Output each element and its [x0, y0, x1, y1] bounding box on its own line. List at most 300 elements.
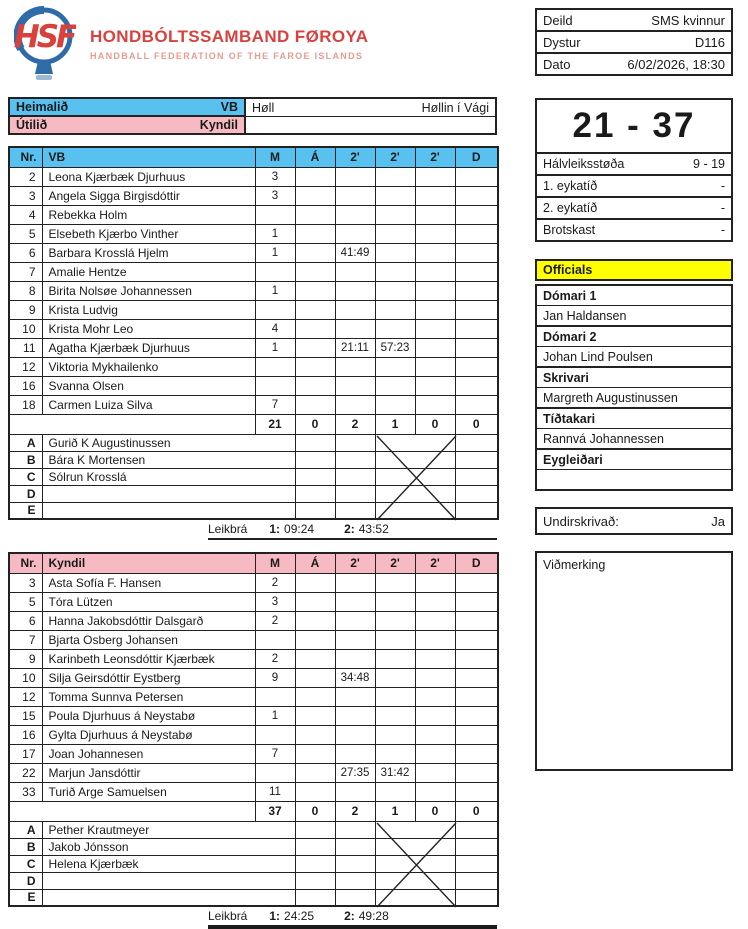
- player-susp-1: [335, 687, 375, 706]
- total-warn: 0: [295, 414, 335, 434]
- player-susp-3: [415, 376, 455, 395]
- official-cell-d: [455, 872, 498, 889]
- team-official-row: [9, 502, 498, 519]
- leikbra-half2-label: 2:: [344, 909, 355, 923]
- official-name: Bára K Mortensen: [42, 451, 295, 468]
- col-header-a: Á: [295, 147, 335, 167]
- official-cell-a: [295, 821, 335, 838]
- player-name: Rebekka Holm: [42, 205, 255, 224]
- player-susp-2: 57:23: [375, 338, 415, 357]
- player-goals: 11: [255, 782, 295, 801]
- player-goals: 1: [255, 338, 295, 357]
- official-crossed-cell: [375, 468, 455, 485]
- player-warning: [295, 167, 335, 186]
- team-official-row: [9, 872, 498, 889]
- player-susp-3: [415, 281, 455, 300]
- official-cell-p1: [335, 485, 375, 502]
- team-official-row: [9, 889, 498, 906]
- player-row: [9, 395, 498, 414]
- official-crossed-cell: [375, 451, 455, 468]
- total-goals: 21: [255, 414, 295, 434]
- player-warning: [295, 300, 335, 319]
- player-name: Turið Arge Samuelsen: [42, 782, 255, 801]
- player-susp-2: [375, 186, 415, 205]
- player-goals: [255, 725, 295, 744]
- player-warning: [295, 668, 335, 687]
- signature-value: Ja: [711, 513, 725, 529]
- player-susp-2: [375, 376, 415, 395]
- player-row: [9, 763, 498, 782]
- official-person: Margreth Augustinussen: [543, 390, 678, 405]
- player-dq: [455, 649, 498, 668]
- match-info-box: [535, 8, 733, 76]
- player-goals: 3: [255, 186, 295, 205]
- signature-label: Undirskrivað:: [543, 513, 619, 529]
- col-header-2c: 2': [415, 553, 455, 573]
- player-row: [9, 592, 498, 611]
- official-cell-p1: [335, 855, 375, 872]
- player-susp-2: [375, 243, 415, 262]
- player-goals: 1: [255, 243, 295, 262]
- official-letter: A: [9, 434, 42, 451]
- totals-spacer: [9, 801, 255, 821]
- player-warning: [295, 706, 335, 725]
- official-name: [42, 485, 295, 502]
- col-header-a: Á: [295, 553, 335, 573]
- player-number: 9: [9, 649, 42, 668]
- official-entry: [535, 366, 733, 409]
- score-detail-value: 9 - 19: [693, 157, 725, 171]
- player-row: [9, 357, 498, 376]
- match-info-row: [537, 30, 731, 52]
- official-letter: D: [9, 872, 42, 889]
- player-goals: [255, 357, 295, 376]
- hall-label: Høll: [252, 100, 275, 115]
- player-row: [9, 281, 498, 300]
- player-goals: [255, 300, 295, 319]
- player-warning: [295, 649, 335, 668]
- score-detail-label: 2. eykatíð: [543, 201, 598, 215]
- col-header-team: Kyndil: [42, 553, 255, 573]
- player-susp-3: [415, 319, 455, 338]
- home-table-wrap: [8, 146, 497, 520]
- official-letter: C: [9, 468, 42, 485]
- leikbra-half2-time: 43:52: [358, 522, 389, 536]
- officials-panel: [535, 284, 733, 491]
- player-number: 17: [9, 744, 42, 763]
- home-team-row: [8, 97, 246, 117]
- player-dq: [455, 763, 498, 782]
- player-number: 3: [9, 573, 42, 592]
- player-susp-3: [415, 205, 455, 224]
- player-susp-3: [415, 573, 455, 592]
- score-detail-label: 1. eykatíð: [543, 179, 598, 193]
- leikbra-half1-time: 09:24: [284, 522, 315, 536]
- official-cell-a: [295, 838, 335, 855]
- score-detail-row: [537, 218, 731, 240]
- player-name: Marjun Jansdóttir: [42, 763, 255, 782]
- player-susp-1: [335, 319, 375, 338]
- player-susp-3: [415, 262, 455, 281]
- player-dq: [455, 573, 498, 592]
- official-crossed-cell: [375, 855, 455, 872]
- player-susp-1: [335, 395, 375, 414]
- official-name: [42, 502, 295, 519]
- total-goals: 37: [255, 801, 295, 821]
- away-team-name: Kyndil: [199, 118, 238, 132]
- player-warning: [295, 573, 335, 592]
- player-warning: [295, 782, 335, 801]
- player-number: 16: [9, 725, 42, 744]
- player-row: [9, 205, 498, 224]
- hsf-logo-icon: [14, 6, 76, 82]
- player-row: [9, 243, 498, 262]
- player-row: [9, 706, 498, 725]
- player-goals: 2: [255, 573, 295, 592]
- player-goals: [255, 262, 295, 281]
- final-score: 21 - 37: [572, 106, 696, 145]
- remarks-box: [535, 551, 733, 771]
- player-goals: 1: [255, 224, 295, 243]
- right-column: [535, 8, 733, 771]
- total-susp-1: 2: [335, 801, 375, 821]
- player-dq: [455, 725, 498, 744]
- player-number: 12: [9, 687, 42, 706]
- player-number: 15: [9, 706, 42, 725]
- player-row: [9, 630, 498, 649]
- official-cell-a: [295, 451, 335, 468]
- player-name: Tóra Lützen: [42, 592, 255, 611]
- player-row: [9, 376, 498, 395]
- left-column: [8, 97, 497, 929]
- player-susp-3: [415, 744, 455, 763]
- player-dq: [455, 744, 498, 763]
- player-warning: [295, 630, 335, 649]
- away-leikbra-row: [208, 909, 497, 929]
- official-role: Dómari 1: [537, 286, 731, 306]
- player-warning: [295, 611, 335, 630]
- player-goals: 2: [255, 649, 295, 668]
- total-susp-3: 0: [415, 414, 455, 434]
- player-number: 7: [9, 262, 42, 281]
- team-official-row: [9, 451, 498, 468]
- player-dq: [455, 630, 498, 649]
- player-name: Silja Geirsdóttir Eystberg: [42, 668, 255, 687]
- player-susp-1: 21:11: [335, 338, 375, 357]
- player-susp-2: [375, 357, 415, 376]
- player-number: 2: [9, 167, 42, 186]
- player-number: 18: [9, 395, 42, 414]
- player-dq: [455, 281, 498, 300]
- col-header-2c: 2': [415, 147, 455, 167]
- player-susp-3: [415, 706, 455, 725]
- player-susp-3: [415, 338, 455, 357]
- home-team-table: [8, 146, 499, 520]
- team-official-row: [9, 838, 498, 855]
- player-goals: 1: [255, 706, 295, 725]
- player-goals: 2: [255, 611, 295, 630]
- player-susp-1: [335, 205, 375, 224]
- col-header-2b: 2': [375, 553, 415, 573]
- hall-box: [244, 97, 497, 135]
- official-person: Jan Haldansen: [543, 308, 627, 323]
- official-name: Helena Kjærbæk: [42, 855, 295, 872]
- official-name: Jakob Jónsson: [42, 838, 295, 855]
- leikbra-half2-label: 2:: [344, 522, 355, 536]
- official-name: [42, 872, 295, 889]
- official-entry: [535, 284, 733, 327]
- player-row: [9, 744, 498, 763]
- player-susp-3: [415, 649, 455, 668]
- player-susp-1: [335, 300, 375, 319]
- player-goals: [255, 376, 295, 395]
- player-warning: [295, 224, 335, 243]
- player-goals: [255, 687, 295, 706]
- player-warning: [295, 186, 335, 205]
- score-detail-label: Brotskast: [543, 223, 596, 237]
- col-header-nr: Nr.: [9, 147, 42, 167]
- official-name: [42, 889, 295, 906]
- player-number: 33: [9, 782, 42, 801]
- official-cell-a: [295, 502, 335, 519]
- player-susp-1: [335, 592, 375, 611]
- player-susp-3: [415, 668, 455, 687]
- player-susp-3: [415, 687, 455, 706]
- player-dq: [455, 592, 498, 611]
- official-cell-d: [455, 889, 498, 906]
- leikbra-half1-label: 1:: [269, 909, 281, 923]
- player-warning: [295, 725, 335, 744]
- official-letter: D: [9, 485, 42, 502]
- official-crossed-cell: [375, 434, 455, 451]
- player-row: [9, 338, 498, 357]
- total-dq: 0: [455, 801, 498, 821]
- col-header-team: VB: [42, 147, 255, 167]
- official-cell-p1: [335, 434, 375, 451]
- leikbra-label: Leikbrá: [208, 909, 248, 923]
- player-goals: [255, 763, 295, 782]
- player-susp-2: [375, 573, 415, 592]
- official-person: Johan Lind Poulsen: [543, 349, 653, 364]
- teams-block: [8, 97, 497, 135]
- player-susp-1: [335, 649, 375, 668]
- player-susp-2: [375, 167, 415, 186]
- official-cell-a: [295, 485, 335, 502]
- home-team-name: VB: [220, 100, 238, 114]
- player-warning: [295, 763, 335, 782]
- player-dq: [455, 395, 498, 414]
- official-name: Pether Krautmeyer: [42, 821, 295, 838]
- team-official-row: [9, 434, 498, 451]
- player-susp-3: [415, 630, 455, 649]
- player-susp-3: [415, 782, 455, 801]
- official-cell-p1: [335, 872, 375, 889]
- player-susp-1: [335, 224, 375, 243]
- official-entry: [535, 325, 733, 368]
- player-goals: [255, 630, 295, 649]
- official-cell-a: [295, 434, 335, 451]
- total-dq: 0: [455, 414, 498, 434]
- player-susp-3: [415, 300, 455, 319]
- player-name: Bjarta Osberg Johansen: [42, 630, 255, 649]
- official-letter: C: [9, 855, 42, 872]
- federation-name: HONDBÓLTSSAMBAND FØROYA: [90, 27, 369, 46]
- info-label: Dystur: [543, 34, 581, 50]
- player-dq: [455, 782, 498, 801]
- player-name: Angela Sigga Birgisdóttir: [42, 186, 255, 205]
- player-susp-2: [375, 630, 415, 649]
- home-totals-row: [9, 414, 498, 434]
- player-goals: 3: [255, 592, 295, 611]
- official-cell-d: [455, 434, 498, 451]
- official-crossed-cell: [375, 838, 455, 855]
- away-totals-row: [9, 801, 498, 821]
- player-row: [9, 687, 498, 706]
- official-person: [537, 470, 731, 489]
- player-susp-2: [375, 262, 415, 281]
- player-name: Agatha Kjærbæk Djurhuus: [42, 338, 255, 357]
- player-number: 10: [9, 319, 42, 338]
- info-value: D116: [694, 34, 725, 50]
- official-cell-d: [455, 485, 498, 502]
- official-crossed-cell: [375, 485, 455, 502]
- official-cell-a: [295, 889, 335, 906]
- player-name: Svanna Olsen: [42, 376, 255, 395]
- player-row: [9, 725, 498, 744]
- player-number: 5: [9, 592, 42, 611]
- player-dq: [455, 167, 498, 186]
- remarks-label: Viðmerking: [543, 558, 606, 572]
- player-susp-3: [415, 395, 455, 414]
- official-crossed-cell: [375, 889, 455, 906]
- player-susp-3: [415, 186, 455, 205]
- player-number: 8: [9, 281, 42, 300]
- total-susp-1: 2: [335, 414, 375, 434]
- player-dq: [455, 243, 498, 262]
- player-warning: [295, 319, 335, 338]
- player-goals: 3: [255, 167, 295, 186]
- player-dq: [455, 186, 498, 205]
- player-number: 11: [9, 338, 42, 357]
- player-name: Carmen Luiza Silva: [42, 395, 255, 414]
- official-letter: E: [9, 502, 42, 519]
- player-warning: [295, 744, 335, 763]
- player-row: [9, 649, 498, 668]
- player-susp-1: 34:48: [335, 668, 375, 687]
- player-number: 3: [9, 186, 42, 205]
- player-susp-2: [375, 319, 415, 338]
- player-row: [9, 167, 498, 186]
- player-susp-1: [335, 167, 375, 186]
- player-number: 4: [9, 205, 42, 224]
- official-cell-p1: [335, 838, 375, 855]
- player-name: Karinbeth Leonsdóttir Kjærbæk: [42, 649, 255, 668]
- totals-spacer: [9, 414, 255, 434]
- official-role: Dómari 2: [537, 327, 731, 347]
- player-susp-2: [375, 300, 415, 319]
- player-warning: [295, 281, 335, 300]
- player-number: 9: [9, 300, 42, 319]
- official-cell-d: [455, 821, 498, 838]
- player-susp-3: [415, 167, 455, 186]
- official-cell-p1: [335, 468, 375, 485]
- away-team-table: [8, 552, 499, 907]
- officials-panel-title: Officials: [535, 259, 733, 281]
- player-row: [9, 782, 498, 801]
- player-susp-1: [335, 262, 375, 281]
- player-name: Tomma Sunnva Petersen: [42, 687, 255, 706]
- info-value: 6/02/2026, 18:30: [627, 56, 725, 72]
- score-detail-label: Hálvleiksstøða: [543, 157, 625, 171]
- player-susp-2: [375, 395, 415, 414]
- player-name: Asta Sofía F. Hansen: [42, 573, 255, 592]
- player-number: 16: [9, 376, 42, 395]
- player-susp-2: [375, 281, 415, 300]
- official-role: Skrivari: [537, 368, 731, 388]
- official-name: Gurið K Augustinussen: [42, 434, 295, 451]
- federation-name-block: [90, 27, 368, 61]
- official-crossed-cell: [375, 821, 455, 838]
- player-susp-1: [335, 744, 375, 763]
- official-cell-d: [455, 451, 498, 468]
- score-box: [535, 98, 733, 242]
- col-header-d: D: [455, 553, 498, 573]
- player-susp-3: [415, 763, 455, 782]
- player-dq: [455, 224, 498, 243]
- info-label: Deild: [543, 12, 573, 28]
- player-row: [9, 611, 498, 630]
- score-detail-row: [537, 174, 731, 196]
- player-name: Viktoria Mykhailenko: [42, 357, 255, 376]
- player-warning: [295, 687, 335, 706]
- player-warning: [295, 262, 335, 281]
- player-number: 7: [9, 630, 42, 649]
- player-warning: [295, 592, 335, 611]
- player-name: Joan Johannesen: [42, 744, 255, 763]
- player-susp-1: [335, 281, 375, 300]
- player-susp-2: [375, 706, 415, 725]
- official-crossed-cell: [375, 872, 455, 889]
- player-susp-2: [375, 744, 415, 763]
- official-crossed-cell: [375, 502, 455, 519]
- player-number: 22: [9, 763, 42, 782]
- info-label: Dato: [543, 56, 571, 72]
- player-dq: [455, 668, 498, 687]
- score-detail-value: -: [720, 223, 725, 237]
- hall-row: [246, 99, 495, 117]
- match-info-row: [537, 52, 731, 74]
- player-row: [9, 668, 498, 687]
- player-name: Hanna Jakobsdóttir Dalsgarð: [42, 611, 255, 630]
- player-dq: [455, 357, 498, 376]
- player-warning: [295, 395, 335, 414]
- player-dq: [455, 338, 498, 357]
- home-table-header: [9, 147, 498, 167]
- player-dq: [455, 205, 498, 224]
- col-header-2a: 2': [335, 553, 375, 573]
- away-team-label: Útilið: [16, 118, 48, 132]
- player-name: Poula Djurhuus á Neystabø: [42, 706, 255, 725]
- hall-name: Høllin í Vági: [421, 100, 489, 115]
- col-header-2b: 2': [375, 147, 415, 167]
- player-susp-1: [335, 573, 375, 592]
- player-susp-3: [415, 224, 455, 243]
- official-role: Tíðtakari: [537, 409, 731, 429]
- col-header-d: D: [455, 147, 498, 167]
- player-name: Gylta Djurhuus á Neystabø: [42, 725, 255, 744]
- official-cell-p1: [335, 502, 375, 519]
- player-susp-1: 41:49: [335, 243, 375, 262]
